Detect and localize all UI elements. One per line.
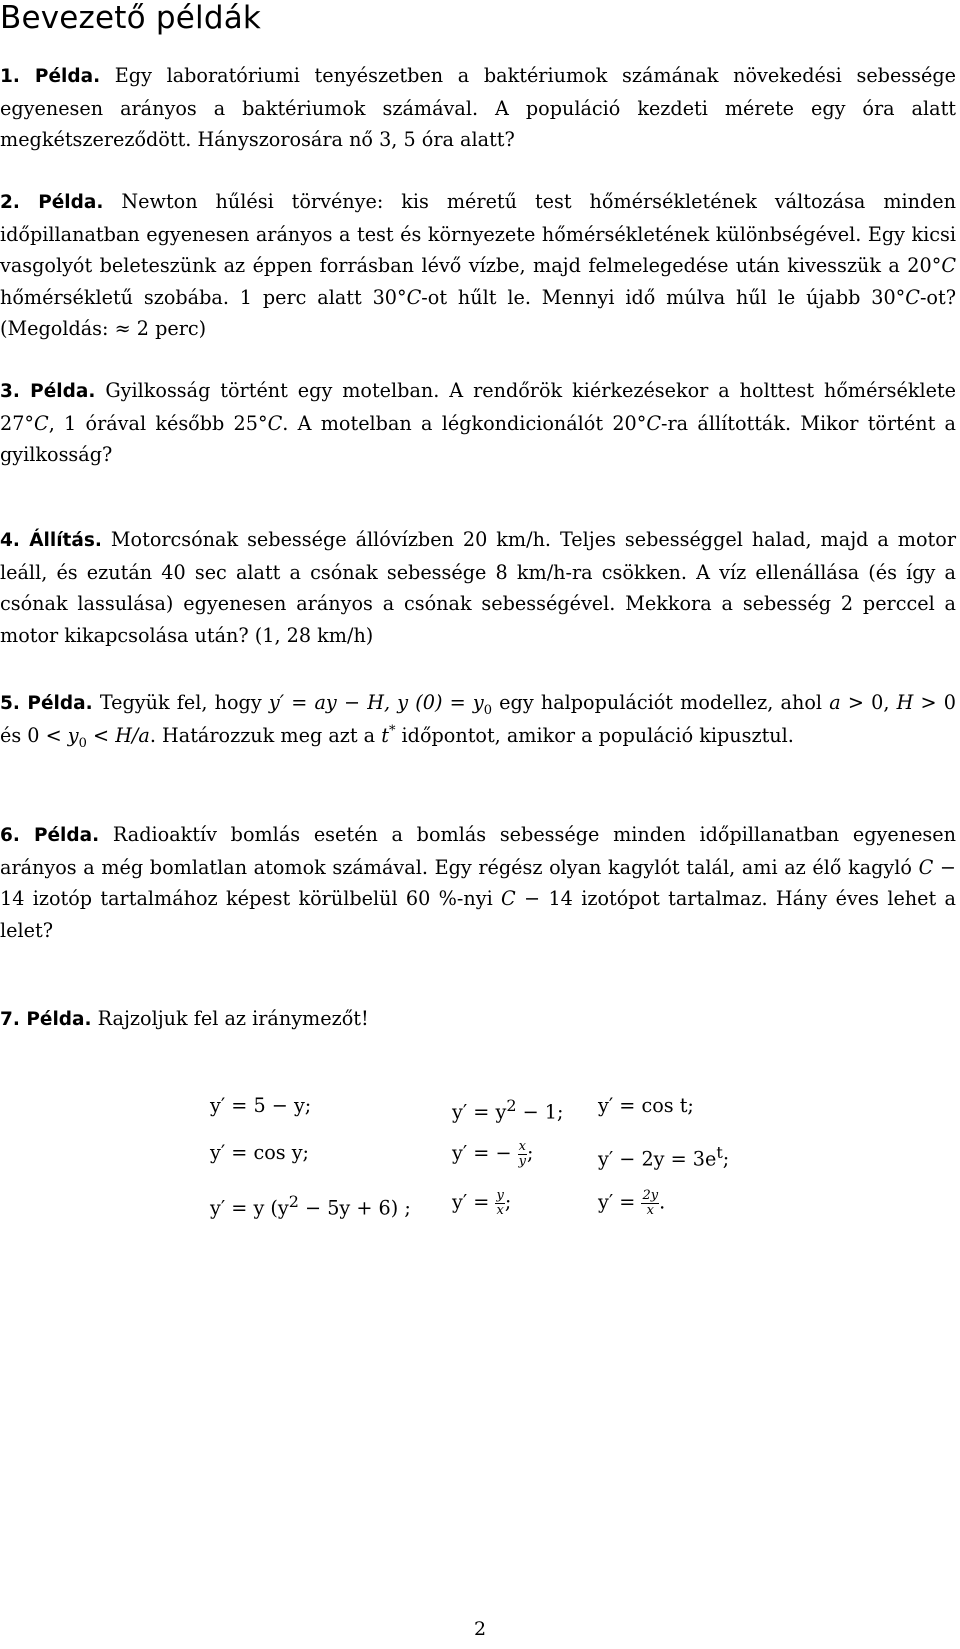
example-text: -ra állították. Mikor történt a gyilkosság?: [0, 411, 956, 466]
math-symbol: y: [67, 723, 79, 747]
equation-part: ;: [504, 1190, 512, 1214]
math-symbol: C: [406, 285, 422, 309]
example-text: , 1 órával később 25°: [48, 411, 268, 435]
example-6: [0, 819, 956, 946]
section-title: Bevezető példák: [0, 0, 262, 36]
example-text: . A motelban a légkondicionálót 20°: [282, 411, 647, 435]
fraction: [495, 1189, 504, 1218]
equation-part: ;: [527, 1141, 534, 1165]
math-symbol: C: [501, 887, 516, 910]
math-symbol: H: [896, 691, 914, 714]
example-text: Rajzoljuk fel az iránymezőt!: [97, 1007, 369, 1030]
example-5: [0, 687, 956, 751]
math-symbol: C: [905, 285, 920, 309]
equation: y′ = 5 − y;: [210, 1094, 312, 1117]
fraction-denominator: x: [646, 1203, 654, 1218]
fraction: [518, 1140, 527, 1169]
fraction-numerator: 2y: [642, 1188, 659, 1203]
example-text: <: [86, 723, 116, 747]
example-heading: 4. Állítás.: [0, 530, 102, 551]
superscript: t: [716, 1143, 723, 1162]
example-heading: 6. Példa.: [0, 825, 100, 846]
example-1: [0, 60, 956, 156]
subscript: 0: [78, 735, 87, 751]
equation: [452, 1140, 534, 1169]
example-text: − 14 izotóp tartalmához képest körülbelül 60 %-nyi: [0, 855, 956, 910]
equation-part: y′ =: [598, 1190, 636, 1214]
fraction-denominator: x: [496, 1203, 504, 1218]
example-text: Egy laboratóriumi tenyészetben a baktériumok számának növekedési sebessége egyenesen arányos a baktériumok számával. A populáció kezdeti mérete egy óra alatt megkétszereződött. Hányszorosára nő 3, 5 óra alatt?: [0, 64, 957, 151]
superscript: 2: [288, 1192, 299, 1211]
equation-part: .: [659, 1190, 666, 1214]
subscript: 0: [483, 702, 492, 718]
equation-part: y′ = −: [452, 1141, 512, 1165]
superscript: *: [388, 723, 396, 739]
math-symbol: t: [381, 723, 389, 747]
equation-part: ;: [722, 1147, 730, 1171]
equation: [598, 1189, 665, 1218]
example-7: [0, 1003, 956, 1036]
example-text: Radioaktív bomlás esetén a bomlás sebessége minden időpillanatban egyenesen arányos a még bomlatlan atomok számával. Egy régész olyan kagylót talál, ami az élő kagyló: [0, 823, 956, 879]
example-text: hőmérsékletű szobába. 1 perc alatt 30°: [0, 285, 407, 309]
example-text: -ot hűlt le. Mennyi idő múlva hűl le újabb 30°: [421, 285, 906, 309]
example-heading: 1. Példa.: [0, 66, 101, 87]
example-4: [0, 524, 956, 651]
fraction: [641, 1189, 659, 1218]
example-text: Gyilkosság történt egy motelban. A rendőrök kiérkezésekor a holttest hőmérséklete 27°: [0, 379, 956, 435]
fraction-numerator: x: [518, 1139, 527, 1154]
example-text: . Határozzuk meg azt a: [149, 723, 382, 747]
fraction-denominator: y: [518, 1154, 527, 1169]
math-symbol: a: [829, 691, 841, 714]
fraction-numerator: y: [496, 1188, 504, 1203]
math-symbol: C: [267, 411, 283, 435]
page-number: 2: [473, 1618, 487, 1640]
equation: [452, 1093, 563, 1125]
math-symbol: C: [34, 411, 49, 435]
equation-part: − 1;: [516, 1100, 564, 1124]
math-symbol: C: [941, 254, 956, 277]
example-text: Newton hűlési törvénye: kis méretű test hőmérsékletének változása minden időpillanatban egyenesen arányos a test és környezete hőmérsékletének különbségével. Egy kicsi vasgolyót beleteszünk az éppen forrásban lévő vízbe, majd felmelegedése után kivesszük a 20°: [0, 190, 956, 277]
math-symbol: C: [646, 411, 662, 435]
example-heading: 3. Példa.: [0, 381, 96, 402]
equation-part: y′ = y: [452, 1100, 507, 1124]
example-text: időpontot, amikor a populáció kipusztul.: [395, 723, 794, 747]
math-symbol: H/a: [115, 723, 150, 747]
example-3: [0, 375, 956, 471]
example-heading: 7. Példa.: [0, 1009, 92, 1030]
example-text: Tegyük fel, hogy: [99, 691, 269, 714]
equation: y′ = cos t;: [598, 1094, 694, 1117]
equation-part: − 5y + 6) ;: [298, 1196, 411, 1220]
equation-part: y′ =: [452, 1190, 490, 1214]
example-heading: 5. Példa.: [0, 693, 93, 714]
equation-part: y′ − 2y = 3e: [598, 1147, 717, 1171]
example-text: > 0 és 0 <: [0, 691, 957, 747]
equation-part: y′ = y (y: [210, 1196, 289, 1220]
equation: y′ = cos y;: [210, 1141, 310, 1164]
example-text: − 14 izotópot tartalmaz. Hány éves lehet a lelet?: [0, 887, 956, 942]
example-text: egy halpopulációt modellez, ahol: [492, 691, 830, 714]
example-text: Motorcsónak sebessége állóvízben 20 km/h. Teljes sebességgel halad, majd a motor leáll, és ezután 40 sec alatt a csónak sebessége 8 km/h-ra csökken. A víz ellenállása (és így a csónak lassulása) egyenesen arányos a csónak sebességével. Mekkora a sebesség 2 perccel a motor kikapcsolása után? (1, 28 km/h): [0, 528, 956, 647]
superscript: 2: [506, 1096, 517, 1115]
equation: [598, 1140, 729, 1172]
example-text: > 0,: [840, 691, 897, 714]
example-text: -ot? (Megoldás: ≈ 2 perc): [0, 285, 956, 340]
math-symbol: C: [918, 855, 934, 879]
equation: [210, 1189, 411, 1221]
example-heading: 2. Példa.: [0, 192, 104, 213]
equation: [452, 1189, 511, 1218]
math-expression: y′ = ay − H, y (0) = y: [268, 691, 484, 714]
example-2: [0, 186, 956, 345]
